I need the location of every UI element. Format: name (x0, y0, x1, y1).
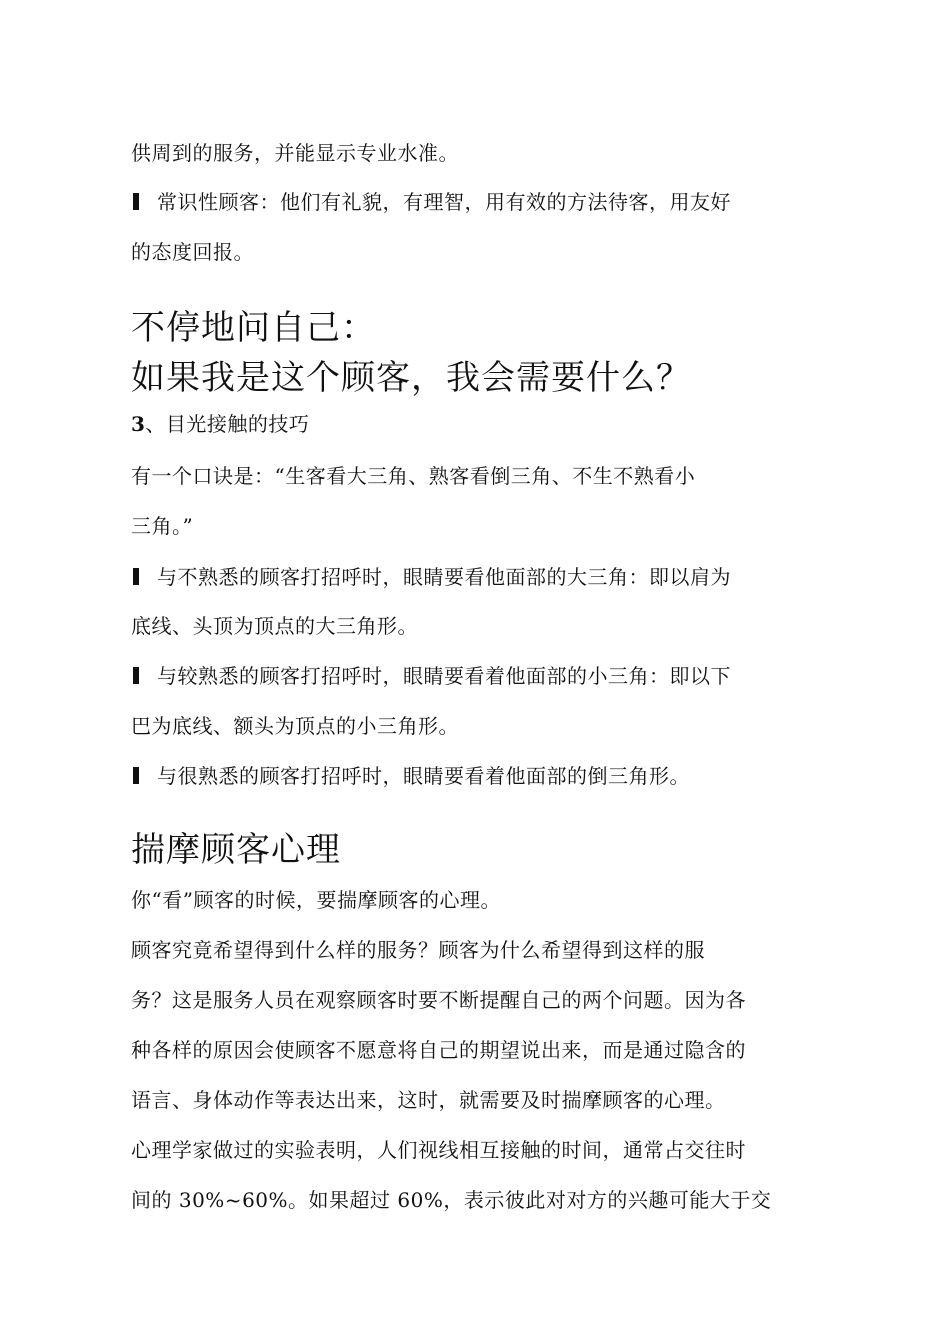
bullet-very-familiar-text: 与很熟悉的顾客打招呼时，眼睛要看着他面部的倒三角形。 (157, 764, 690, 788)
bullet-common-sense-line1 (133, 188, 731, 216)
psychology-paragraph2-line4: 语言、身体动作等表达出来，这时，就需要及时揣摩顾客的心理。 (131, 1088, 726, 1112)
section-number: 3 (131, 412, 146, 436)
heading-ask-self-line1: 不停地问自己： (131, 308, 376, 348)
bullet-marker-icon (133, 767, 139, 784)
bullet-unfamiliar-line2: 底线、头顶为顶点的大三角形。 (131, 614, 418, 638)
bullet-common-sense-line2: 的态度回报。 (131, 240, 254, 264)
section-title-eye-contact (131, 410, 309, 438)
paragraph-continuation: 供周到的服务，并能显示专业水准。 (131, 141, 459, 165)
bullet-familiar-line1 (133, 662, 731, 690)
psychology-paragraph2-line2: 务？这是服务人员在观察顾客时要不断提醒自己的两个问题。因为各 (131, 988, 746, 1012)
bullet-unfamiliar-text: 与不熟悉的顾客打招呼时，眼睛要看他面部的大三角：即以肩为 (157, 565, 731, 589)
heading-psychology: 揣摩顾客心理 (131, 830, 341, 870)
bullet-marker-icon (133, 568, 139, 585)
bullet-common-sense-text: 常识性顾客：他们有礼貌，有理智，用有效的方法待客，用友好 (157, 190, 731, 214)
bullet-marker-icon (133, 193, 139, 210)
bullet-familiar-text: 与较熟悉的顾客打招呼时，眼睛要看着他面部的小三角：即以下 (157, 664, 731, 688)
bullet-very-familiar-line1 (133, 762, 690, 790)
bullet-unfamiliar-line1 (133, 563, 731, 591)
rhyme-line2: 三角。” (131, 514, 194, 538)
psychology-paragraph3-line2: 间的 30%~60%。如果超过 60%，表示彼此对对方的兴趣可能大于交 (131, 1188, 772, 1212)
psychology-paragraph2-line1: 顾客究竟希望得到什么样的服务？顾客为什么希望得到这样的服 (131, 938, 705, 962)
heading-ask-self-line2: 如果我是这个顾客，我会需要什么？ (131, 358, 691, 398)
psychology-paragraph2-line3: 种各样的原因会使顾客不愿意将自己的期望说出来，而是通过隐含的 (131, 1038, 746, 1062)
bullet-familiar-line2: 巴为底线、额头为顶点的小三角形。 (131, 714, 459, 738)
bullet-marker-icon (133, 667, 139, 684)
rhyme-line1: 有一个口诀是：“生客看大三角、熟客看倒三角、不生不熟看小 (131, 464, 696, 488)
psychology-paragraph1: 你“看”顾客的时候，要揣摩顾客的心理。 (131, 888, 501, 912)
section-title-text: 、目光接触的技巧 (145, 412, 310, 436)
psychology-paragraph3-line1: 心理学家做过的实验表明，人们视线相互接触的时间，通常占交往时 (131, 1138, 746, 1162)
